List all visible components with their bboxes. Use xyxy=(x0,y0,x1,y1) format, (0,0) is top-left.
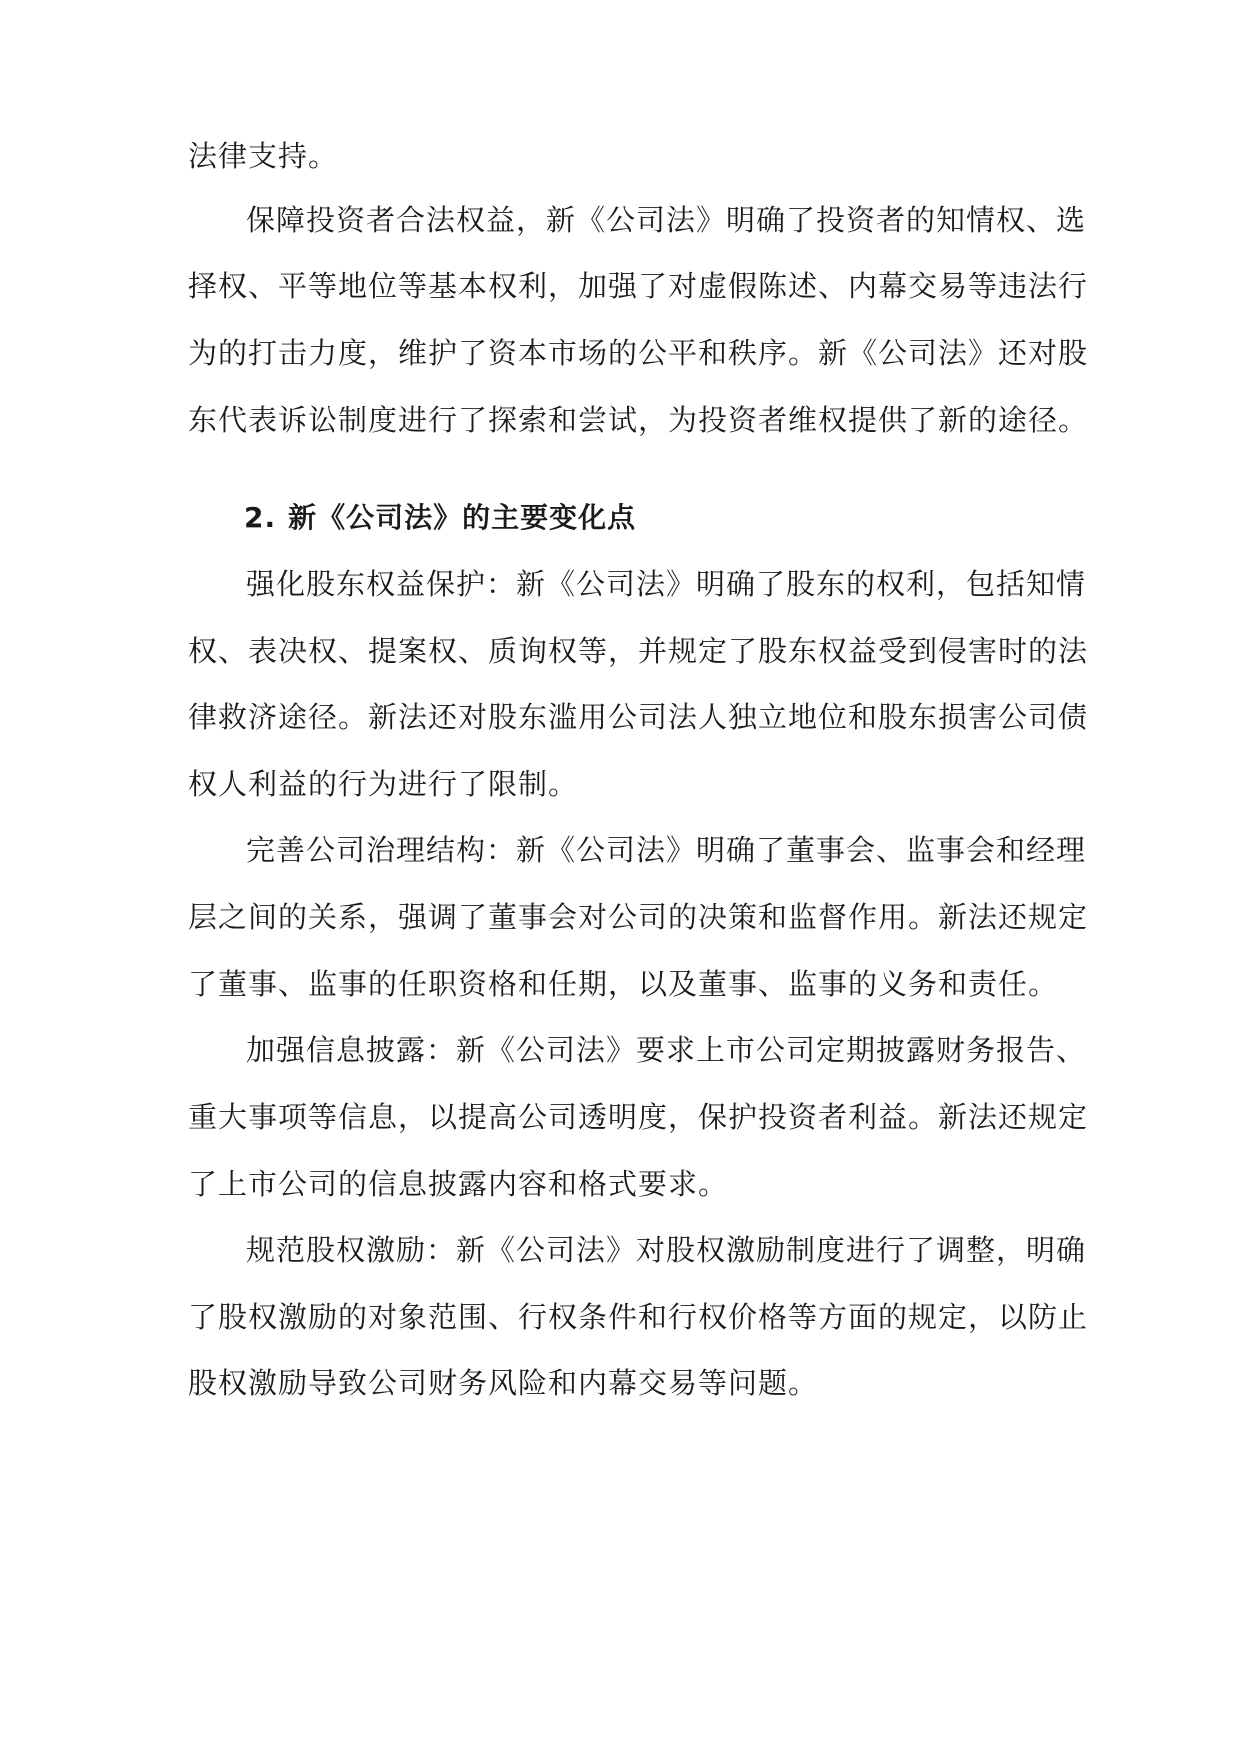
paragraph-line: 法律支持。 xyxy=(188,139,339,173)
paragraph-line: 择权、平等地位等基本权利，加强了对虚假陈述、内幕交易等违法行 xyxy=(188,269,1089,303)
paragraph-line: 权人利益的行为进行了限制。 xyxy=(188,767,579,801)
section-number: 2. xyxy=(244,501,277,534)
paragraph-line: 了上市公司的信息披露内容和格式要求。 xyxy=(188,1167,729,1201)
section-heading xyxy=(244,498,1124,538)
paragraph-line: 股权激励导致公司财务风险和内幕交易等问题。 xyxy=(188,1366,819,1400)
paragraph-line: 加强信息披露：新《公司法》要求上市公司定期披露财务报告、 xyxy=(246,1033,1087,1067)
paragraph-line: 完善公司治理结构：新《公司法》明确了董事会、监事会和经理 xyxy=(246,833,1087,867)
paragraph-line: 规范股权激励：新《公司法》对股权激励制度进行了调整，明确 xyxy=(246,1233,1087,1267)
paragraph-line: 东代表诉讼制度进行了探索和尝试，为投资者维权提供了新的途径。 xyxy=(188,403,1089,437)
paragraph-line: 律救济途径。新法还对股东滥用公司法人独立地位和股东损害公司债 xyxy=(188,700,1089,734)
paragraph-line: 了董事、监事的任职资格和任期，以及董事、监事的义务和责任。 xyxy=(188,967,1059,1001)
paragraph-line: 了股权激励的对象范围、行权条件和行权价格等方面的规定，以防止 xyxy=(188,1300,1089,1334)
paragraph-line: 强化股东权益保护：新《公司法》明确了股东的权利，包括知情 xyxy=(246,567,1087,601)
paragraph-line: 层之间的关系，强调了董事会对公司的决策和监督作用。新法还规定 xyxy=(188,900,1089,934)
paragraph-line: 重大事项等信息，以提高公司透明度，保护投资者利益。新法还规定 xyxy=(188,1100,1089,1134)
section-title: 新《公司法》的主要变化点 xyxy=(288,501,637,534)
paragraph-line: 保障投资者合法权益，新《公司法》明确了投资者的知情权、选 xyxy=(246,203,1087,237)
paragraph-line: 权、表决权、提案权、质询权等，并规定了股东权益受到侵害时的法 xyxy=(188,634,1089,668)
paragraph-line: 为的打击力度，维护了资本市场的公平和秩序。新《公司法》还对股 xyxy=(188,336,1089,370)
